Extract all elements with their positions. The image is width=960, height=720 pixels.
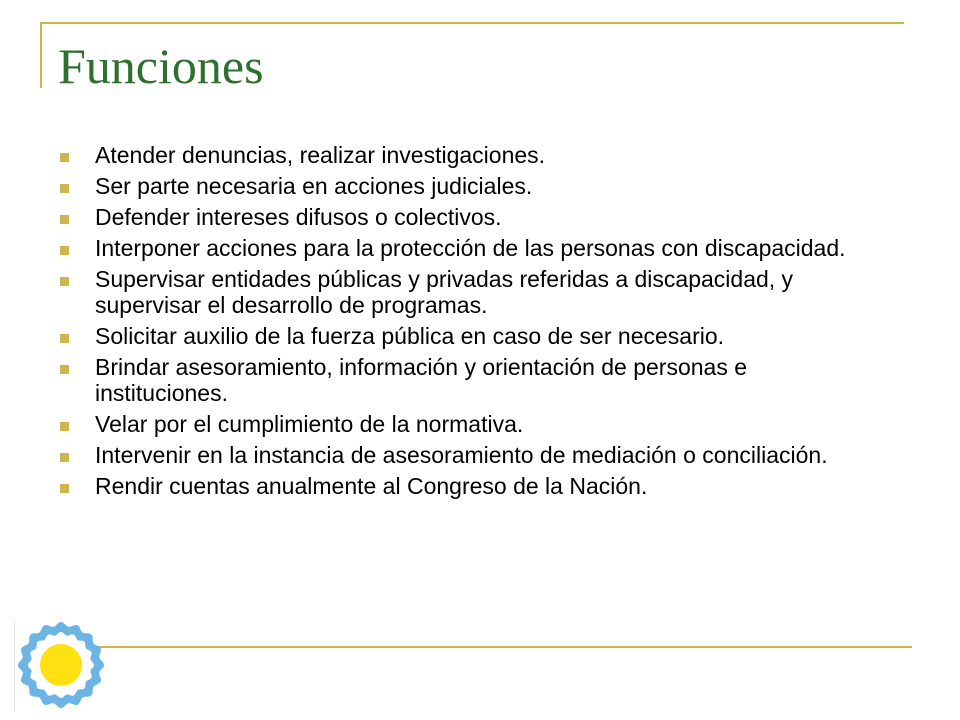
square-bullet-icon (60, 453, 69, 462)
list-item-text: Ser parte necesaria en acciones judiciales. (95, 173, 533, 199)
seal-sun (40, 644, 82, 686)
square-bullet-icon (60, 184, 69, 193)
top-divider (40, 22, 904, 24)
list-item (58, 354, 858, 406)
slide-title: Funciones (58, 38, 264, 94)
list-item (58, 142, 858, 168)
square-bullet-icon (60, 334, 69, 343)
square-bullet-icon (60, 484, 69, 493)
list-item-text: Rendir cuentas anualmente al Congreso de la Nación. (95, 473, 648, 499)
list-item-text: Supervisar entidades públicas y privadas referidas a discapacidad, y supervisar el desarrollo de programas. (95, 266, 794, 318)
list-item-text: Defender intereses difusos o colectivos. (95, 204, 502, 230)
title-left-divider (40, 22, 42, 88)
list-item (58, 411, 858, 437)
list-item-text: Atender denuncias, realizar investigaciones. (95, 142, 546, 168)
list-item (58, 235, 858, 261)
corner-divider (14, 622, 15, 712)
list-item (58, 442, 858, 468)
square-bullet-icon (60, 277, 69, 286)
square-bullet-icon (60, 153, 69, 162)
bottom-divider (96, 646, 912, 648)
square-bullet-icon (60, 422, 69, 431)
list-item (58, 473, 858, 499)
sun-seal-icon (16, 620, 106, 710)
list-item-text: Velar por el cumplimiento de la normativa. (95, 411, 524, 437)
list-item-text: Solicitar auxilio de la fuerza pública en caso de ser necesario. (95, 323, 725, 349)
list-item (58, 323, 858, 349)
list-item-text: Interponer acciones para la protección de las personas con discapacidad. (95, 235, 846, 261)
list-item (58, 266, 858, 318)
list-item-text: Brindar asesoramiento, información y orientación de personas e instituciones. (95, 354, 748, 406)
square-bullet-icon (60, 215, 69, 224)
list-item (58, 204, 858, 230)
list-item (58, 173, 858, 199)
square-bullet-icon (60, 365, 69, 374)
list-item-text: Intervenir en la instancia de asesoramiento de mediación o conciliación. (95, 442, 828, 468)
square-bullet-icon (60, 246, 69, 255)
bullet-list (58, 142, 858, 504)
